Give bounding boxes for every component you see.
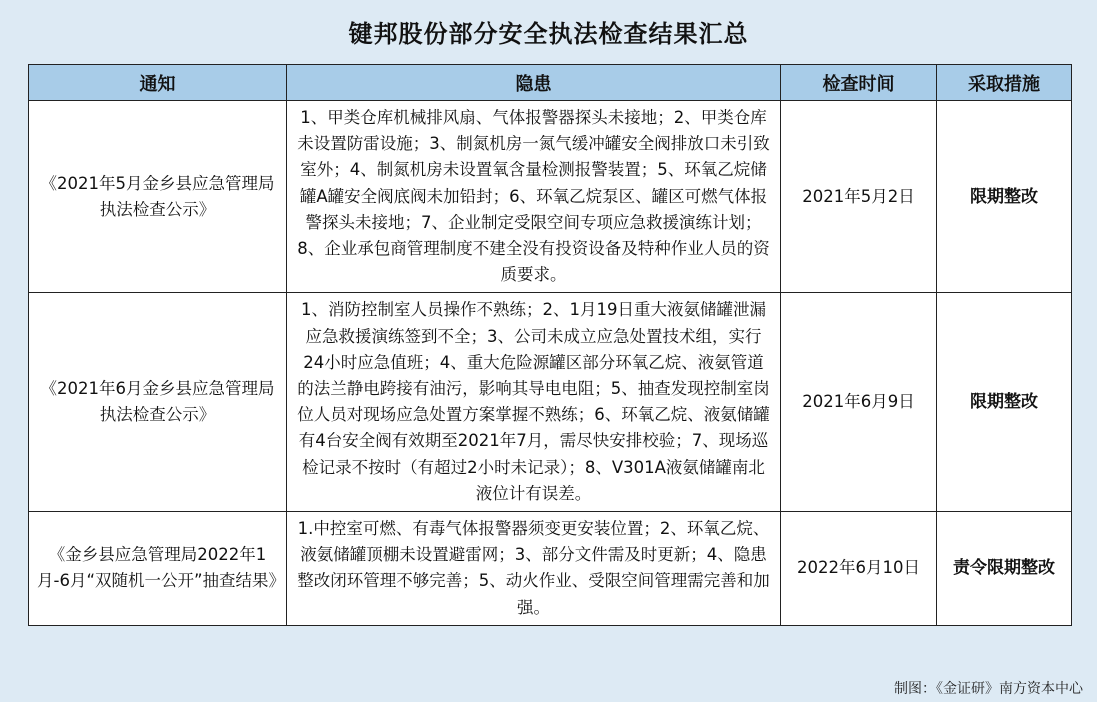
header-check-date: 检查时间 (781, 65, 937, 101)
issues-cell: 1.中控室可燃、有毒气体报警器须变更安装位置；2、环氧乙烷、液氨储罐顶棚未设置避雷网；3、部分文件需及时更新；4、隐患整改闭环管理不够完善；5、动火作业、受限空间管理需完善和加强。 (287, 512, 781, 626)
header-issues: 隐患 (287, 65, 781, 101)
date-cell: 2021年5月2日 (781, 101, 937, 293)
date-cell: 2021年6月9日 (781, 293, 937, 512)
notice-cell: 《金乡县应急管理局2022年1月-6月“双随机一公开”抽查结果》 (29, 512, 287, 626)
results-table (28, 64, 1072, 626)
header-action: 采取措施 (937, 65, 1072, 101)
date-cell: 2022年6月10日 (781, 512, 937, 626)
action-cell: 限期整改 (937, 101, 1072, 293)
table-row (29, 293, 1072, 512)
table-row (29, 512, 1072, 626)
notice-cell: 《2021年6月金乡县应急管理局执法检查公示》 (29, 293, 287, 512)
issues-cell: 1、消防控制室人员操作不熟练；2、1月19日重大液氨储罐泄漏应急救援演练签到不全；3、公司未成立应急处置技术组，实行24小时应急值班；4、重大危险源罐区部分环氧乙烷、液氨管道的法兰静电跨接有油污，影响其导电电阻；5、抽查发现控制室岗位人员对现场应急处置方案掌握不熟练；6、环氧乙烷、液氨储罐有4台安全阀有效期至2021年7月，需尽快安排校验；7、现场巡检记录不按时（有超过2小时未记录）；8、V301A液氨储罐南北液位计有误差。 (287, 293, 781, 512)
source-credit: 制图：《金证研》南方资本中心 (894, 681, 1083, 697)
table-row (29, 101, 1072, 293)
action-cell: 责令限期整改 (937, 512, 1072, 626)
issues-cell: 1、甲类仓库机械排风扇、气体报警器探头未接地；2、甲类仓库未设置防雷设施；3、制氮机房一氮气缓冲罐安全阀排放口未引致室外；4、制氮机房未设置氧含量检测报警装置；5、环氧乙烷储罐A罐安全阀底阀未加铅封；6、环氧乙烷泵区、罐区可燃气体报警探头未接地；7、企业制定受限空间专项应急救援演练计划；8、企业承包商管理制度不建全没有投资设备及特种作业人员的资质要求。 (287, 101, 781, 293)
table-header-row (29, 65, 1072, 101)
action-cell: 限期整改 (937, 293, 1072, 512)
header-notice: 通知 (29, 65, 287, 101)
page-title: 键邦股份部分安全执法检查结果汇总 (348, 20, 749, 48)
notice-cell: 《2021年5月金乡县应急管理局执法检查公示》 (29, 101, 287, 293)
